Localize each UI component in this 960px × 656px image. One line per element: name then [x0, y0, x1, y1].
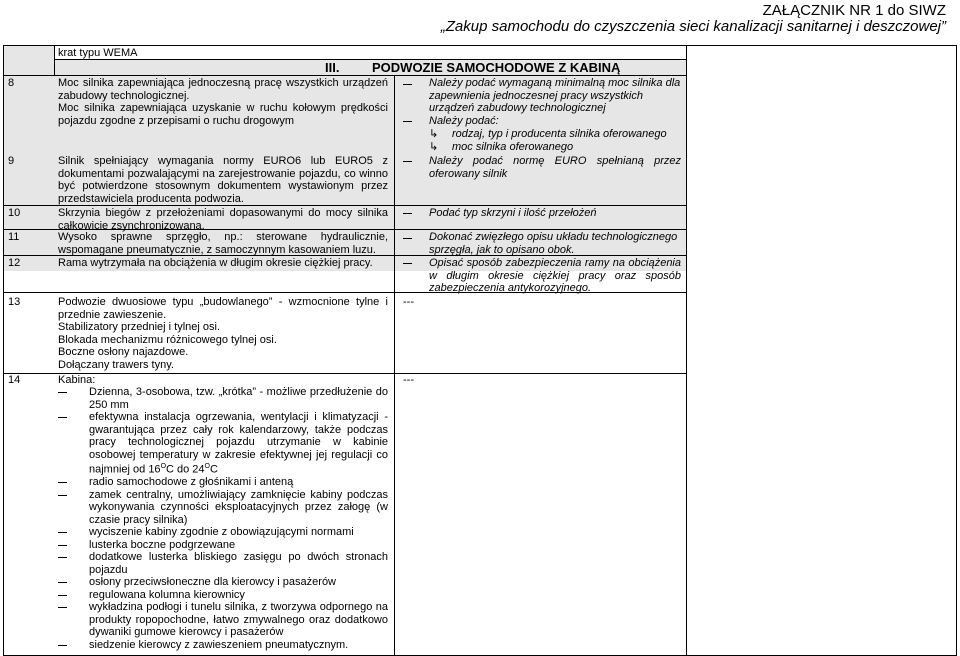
list-item: radio samochodowe z głośnikami i anteną	[56, 476, 388, 489]
row-13-note: ---	[403, 296, 414, 308]
row-11-dash	[403, 238, 412, 239]
row-14-note: ---	[403, 374, 414, 386]
row-number-12: 12	[8, 257, 21, 269]
list-item: lusterka boczne podgrzewane	[56, 539, 388, 552]
list-item: wyciszenie kabiny zgodnie z obowiązującymi normami	[56, 526, 388, 539]
row-8-requirement-line: Moc silnika zapewniająca uzyskanie w ruchu kołowym prędkości pojazdu zgodne z przepisami o ruchu drogowym	[58, 102, 388, 127]
list-item: siedzenie kierowcy z zawieszeniem pneumatycznym.	[56, 639, 388, 652]
row-13-requirement-line: Stabilizatory przedniej i tylnej osi.	[58, 321, 221, 333]
row-13-requirement-line: Dołączany trawers tyny.	[58, 358, 174, 371]
row-13-requirement-line: Podwozie dwuosiowe typu „budowlanego” - wzmocnione tylne i przednie zawieszenie.	[58, 296, 388, 321]
row-14-item-list	[56, 386, 388, 651]
list-item: efektywna instalacja ogrzewania, wentylacji i klimatyzacji - gwarantująca przez cały rok kalendarzowy, także podczas pracy technologicznej pojazdu utrzymanie w kabinie osobowej temperatury w zakresie efektywnej jej regulacji co najmniej od $16^OC$ do $24^OC$	[56, 411, 388, 476]
row-number-14: 14	[8, 374, 21, 386]
row-8-arrow-icon: ↳	[429, 141, 439, 153]
row-13-requirement-line: Blokada mechanizmu różnicowego tylnej osi.	[58, 333, 277, 346]
row-12-requirement: Rama wytrzymała na obciążenia w długim okresie ciężkiej pracy.	[58, 257, 373, 269]
row-8-subnote-2: moc silnika oferowanego	[452, 141, 574, 153]
grid-vline-outer-left	[3, 45, 4, 656]
row-10-dash	[403, 213, 412, 214]
row-number-9: 9	[8, 155, 15, 167]
row-9-requirement: Silnik spełniający wymagania normy EURO6 lub EURO5 z dokumentami pozwalającymi na zarejestrowanie pojazdu, co winno być potwierdzone stosownym dokumentem wystawionym przez przedstawiciela producenta podwozia.	[58, 155, 388, 205]
row-8-dash	[403, 84, 412, 85]
temp-superscript: O	[204, 463, 210, 470]
row-9-note: Należy podać normę EURO spełnianą przez oferowany silnik	[429, 155, 681, 180]
row-14-title: Kabina:	[58, 374, 96, 386]
row-8-arrow-icon: ↳	[429, 128, 439, 140]
row-8-dash	[403, 121, 412, 122]
row-8-note-2: Należy podać:	[429, 115, 499, 127]
list-item: Dzienna, 3-osobowa, tzw. „krótka” - możliwe przedłużenie do 250 mm	[56, 386, 388, 411]
row-8-subnote-1: rodzaj, typ i producenta silnika oferowanego	[452, 128, 667, 140]
row-number-10: 10	[8, 207, 21, 219]
list-item: osłony przeciwsłoneczne dla kierowcy i pasażerów	[56, 576, 388, 589]
row-10-requirement: Skrzynia biegów z przełożeniami dopasowanymi do mocy silnika całkowicie zsynchronizowana.	[58, 207, 388, 232]
section-left-shade	[3, 45, 54, 75]
row-10-note: Podać typ skrzyni i ilość przełożeń	[429, 207, 597, 219]
grid-hline-row-10	[3, 205, 686, 206]
row-13-requirement	[58, 296, 388, 371]
grid-hline-row-14	[3, 373, 686, 374]
row-number-11: 11	[8, 231, 20, 243]
top-row-text: krat typu WEMA	[58, 47, 138, 59]
grid-hline-top	[3, 45, 957, 46]
grid-hline-section	[3, 75, 686, 76]
row-8-requirement	[58, 77, 388, 127]
row-number-8: 8	[8, 77, 15, 89]
grid-vline-middle	[394, 75, 395, 656]
row-8-note-1: Należy podać wymaganą minimalną moc silnika dla zapewnienia jednoczesnej pracy wszystkich urządzeń zabudowy technologicznej	[429, 77, 681, 114]
list-item: wykładzina podłogi i tunelu silnika, z tworzywa odpornego na produkty ropopochodne, łatwo zmywalnego oraz dodatkowo dywaniki gumowe kierowcy i pasażerów	[56, 601, 388, 639]
section-title: PODWOZIE SAMOCHODOWE Z KABINĄ	[372, 60, 621, 75]
grid-vline-left-text	[54, 45, 55, 75]
row-12-note: Opisać sposób zabezpieczenia ramy na obciążenia w długim okresie ciężkiej pracy oraz sposób zabezpieczenia antykorozyjnego.	[429, 257, 681, 294]
row-8-requirement-line: Moc silnika zapewniająca jednoczesną pracę wszystkich urządzeń zabudowy technologicznej.	[58, 77, 388, 102]
row-11-note: Dokonać zwięzłego opisu układu technologicznego sprzęgła, jak to opisano obok.	[429, 231, 678, 256]
row-13-requirement-line: Boczne osłony najazdowe.	[58, 346, 189, 358]
row-number-13: 13	[8, 296, 21, 308]
section-number: III.	[325, 60, 340, 75]
list-item: zamek centralny, umożliwiający zamknięcie kabiny podczas wykonywania czynności eksploatacyjnych przez załogę (w czasie pracy silnika)	[56, 489, 388, 527]
row-12-dash	[403, 263, 412, 264]
row-9-dash	[403, 161, 412, 162]
document-header-title: „Zakup samochodu do czyszczenia sieci kanalizacji sanitarnej i deszczowej”	[440, 18, 946, 35]
list-item: regulowana kolumna kierownicy	[56, 589, 388, 602]
document-header-annex: ZAŁĄCZNIK NR 1 do SIWZ	[762, 2, 946, 19]
grid-vline-right-content	[686, 45, 687, 656]
row-11-requirement: Wysoko sprawne sprzęgło, np.: sterowane hydraulicznie, wspomagane pneumatycznie, z samoczynnym kasowaniem luzu.	[58, 231, 388, 256]
temp-superscript: O	[160, 463, 167, 470]
list-item: dodatkowe lusterka bliskiego zasięgu po dwóch stronach pojazdu	[56, 551, 388, 576]
grid-vline-outer-right	[956, 45, 957, 656]
